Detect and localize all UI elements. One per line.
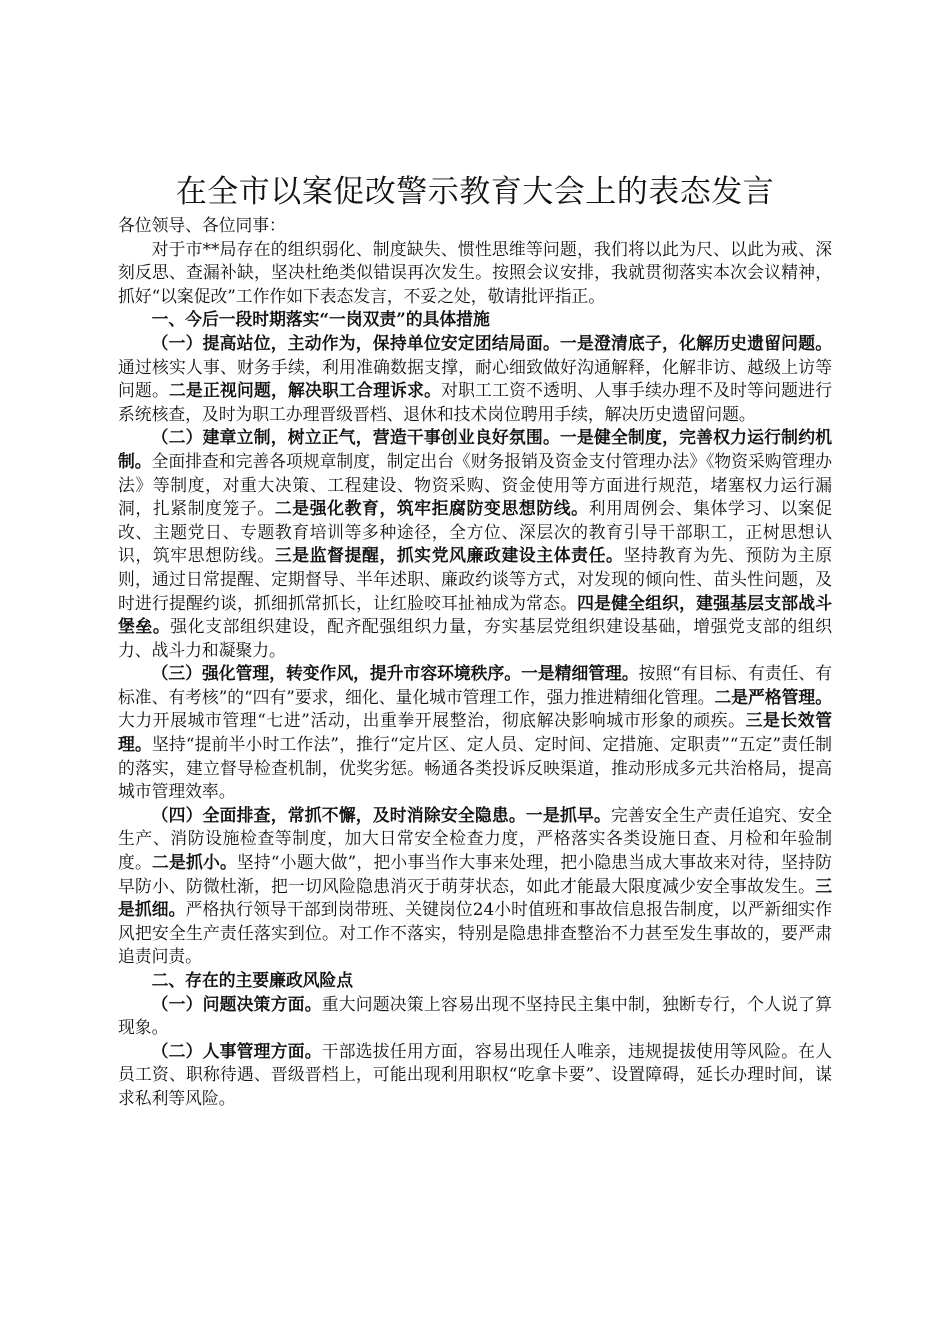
bold-lead: （一）问题决策方面。 (151, 993, 322, 1014)
bold-lead: （一）提高站位，主动作为，保持单位安定团结局面。一是澄清底子，化解历史遗留问题。 (151, 332, 832, 353)
body-text: 坚持教育为先、预防为主原则，通过日常提醒、定期督导、半年述职、廉政约谈等方式，对发现的倾向性、苗头性问题，及时进行提醒约谈，抓细抓常抓长，让红脸咬耳扯袖成为常态。 (118, 545, 832, 613)
bold-lead: 三是抓细。 (118, 875, 832, 920)
body-text: 按照“有目标、有责任、有标准、有考核”的“四有”要求，细化、量化城市管理工作，强力推进精细化管理。 (118, 663, 832, 707)
section1-paragraph-3 (118, 662, 832, 804)
body-text: 对职工工资不透明、人事手续办理不及时等问题进行系统核查，及时为职工办理晋级晋档、退休和技术岗位聘用手续，解决历史遗留问题。 (118, 380, 832, 424)
body-text: 强化支部组织建设，配齐配强组织力量，夯实基层党组织建设基础，增强党支部的组织力、战斗力和凝聚力。 (118, 616, 832, 660)
section1-paragraph-1 (118, 332, 832, 426)
section2-paragraph-1 (118, 993, 832, 1040)
bold-lead: （二）人事管理方面。 (151, 1040, 322, 1061)
body-text: 坚持“小题大做”，把小事当作大事来处理，把小隐患当成大事故来对待，坚持防早防小、防微杜渐，把一切风险隐患消灭于萌芽状态，如此才能最大限度减少安全事故发生。 (118, 852, 832, 896)
intro-paragraph: 对于市**局存在的组织弱化、制度缺失、惯性思维等问题，我们将以此为尺、以此为戒、深刻反思、查漏补缺，坚决杜绝类似错误再次发生。按照会议安排，我就贯彻落实本次会议精神，抓好“以案促改”工作作如下表态发言，不妥之处，敬请批评指正。 (118, 238, 832, 306)
bold-lead: （三）强化管理，转变作风，提升市容环境秩序。一是精细管理。 (151, 663, 639, 684)
bold-lead: 三是长效管理。 (118, 710, 832, 755)
document-page (118, 172, 832, 1111)
body-text: 全面排查和完善各项规章制度，制定出台《财务报销及资金支付管理办法》《物资采购管理办法》等制度，对重大决策、工程建设、物资采购、资金使用等方面进行规范，堵塞权力运行漏洞，扎紧制度笼子。 (118, 450, 832, 519)
body-text: 利用周例会、集体学习、以案促改、主题党日、专题教育培训等多种途径，全方位、深层次的教育引导干部职工，正树思想认识，筑牢思想防线。 (118, 498, 832, 566)
document-title: 在全市以案促改警示教育大会上的表态发言 (175, 174, 775, 210)
section2-heading: 二、存在的主要廉政风险点 (151, 970, 353, 990)
salutation: 各位领导、各位同事： (118, 215, 286, 235)
bold-lead: 二是强化教育，筑牢拒腐防变思想防线。 (274, 498, 589, 519)
bold-lead: （四）全面排查，常抓不懈，及时消除安全隐患。一是抓早。 (151, 804, 612, 825)
body-text: 干部选拔任用方面，容易出现任人唯亲，违规提拔使用等风险。在人员工资、职称待遇、晋级晋档上，可能出现利用职权“吃拿卡要”、设置障碍，延长办理时间，谋求私利等风险。 (118, 1040, 832, 1108)
bold-lead: 二是严格管理。 (714, 686, 832, 707)
body-text: 完善安全生产责任追究、安全生产、消防设施检查等制度，加大日常安全检查力度，严格落实各类设施日查、月检和年验制度。 (118, 804, 832, 873)
section2-paragraph-2 (118, 1040, 832, 1111)
section1-heading: 一、今后一段时期落实“一岗双责”的具体措施 (151, 309, 490, 330)
bold-lead: （二）建章立制，树立正气，营造干事创业良好氛围。一是健全制度，完善权力运行制约机制。 (118, 427, 832, 471)
bold-lead: 二是正视问题，解决职工合理诉求。 (169, 380, 442, 401)
bold-lead: 二是抓小。 (151, 852, 237, 873)
body-text: 坚持“提前半小时工作法”，推行“定片区、定人员、定时间、定措施、定职责”“五定”责任制的落实，建立督导检查机制，优奖劣惩。畅通各类投诉反映渠道，推动形成多元共治格局，提高城市管理效率。 (118, 734, 832, 802)
body-text: 大力开展城市管理“七进”活动，出重拳开展整治，彻底解决影响城市形象的顽疾。 (118, 710, 746, 731)
body-text: 重大问题决策上容易出现不坚持民主集中制，独断专行，个人说了算现象。 (118, 993, 832, 1038)
body-text: 严格执行领导干部到岗带班、关键岗位24小时值班和事故信息报告制度，以严新细实作风把安全生产责任落实到位。对工作不落实，特别是隐患排查整治不力甚至发生事故的，要严肃追责问责。 (118, 899, 832, 967)
body-text: 通过核实人事、财务手续，利用准确数据支撑，耐心细致做好沟通解释，化解非访、越级上访等问题。 (118, 356, 832, 401)
section1-paragraph-4 (118, 804, 832, 969)
bold-lead: 四是健全组织，建强基层支部战斗堡垒。 (118, 592, 832, 637)
section1-paragraph-2 (118, 426, 832, 662)
bold-lead: 三是监督提醒，抓实党风廉政建设主体责任。 (274, 545, 624, 566)
